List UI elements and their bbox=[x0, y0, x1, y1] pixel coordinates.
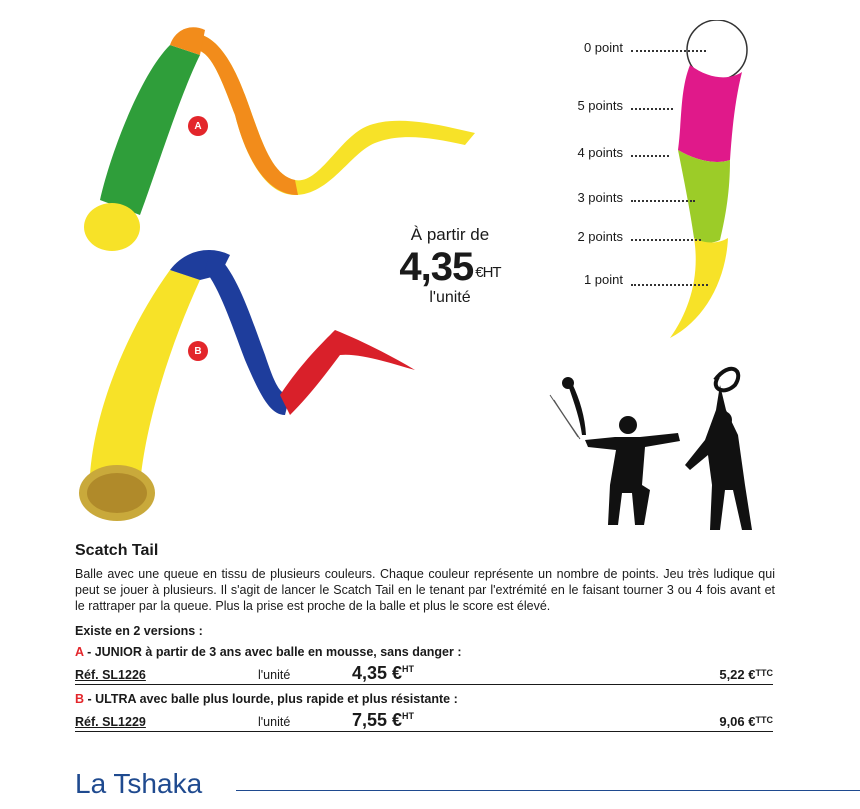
version-a-ref-row bbox=[75, 664, 773, 685]
point-label-5: 5 points bbox=[577, 98, 623, 113]
badge-a: A bbox=[188, 116, 208, 136]
badge-b: B bbox=[188, 341, 208, 361]
version-b-ref-row bbox=[75, 711, 773, 732]
point-leader-4 bbox=[631, 155, 669, 157]
price-currency: €HT bbox=[475, 264, 501, 281]
product-a-image bbox=[70, 15, 490, 255]
version-b-price-ttc: 9,06 €$^{TTC}$ bbox=[719, 714, 773, 729]
version-b-letter: B bbox=[75, 692, 85, 706]
point-leader-3 bbox=[631, 200, 695, 202]
points-scale-image bbox=[650, 20, 760, 345]
version-a-unit: l'unité bbox=[258, 668, 291, 682]
version-a-ref: Réf. SL1226 bbox=[75, 668, 146, 682]
product-description: Balle avec une queue en tissu de plusieurs couleurs. Chaque couleur représente un nombre de points. Jeu très ludique qui peut se jouer à plusieurs. Il s'agit de lancer le Scatch Tail en le tenant par l'extrémité en le faisant tourner 3 ou 4 fois avant et le rattraper par la queue. Plus la prise est proche de la balle et plus le score est élevé. bbox=[75, 567, 775, 613]
price-from-label: À partir de bbox=[410, 225, 490, 244]
footer-title: La Tshaka bbox=[75, 768, 203, 799]
version-b-price-ht: 7,55 €$^{HT}$ bbox=[352, 710, 415, 730]
version-a-price-ht: 4,35 €$^{HT}$ bbox=[352, 663, 415, 683]
version-b-desc: - ULTRA avec balle plus lourde, plus rapide et plus résistante : bbox=[87, 692, 458, 706]
price-block bbox=[360, 225, 540, 307]
point-label-4: 4 points bbox=[577, 145, 623, 160]
footer-rule bbox=[236, 790, 860, 791]
version-b-unit: l'unité bbox=[258, 715, 291, 729]
product-title: Scatch Tail bbox=[75, 542, 159, 559]
point-leader-0 bbox=[631, 50, 706, 52]
version-a-price-ttc: 5,22 €$^{TTC}$ bbox=[719, 667, 773, 682]
point-label-2: 2 points bbox=[577, 229, 623, 244]
price-unit-label: l'unité bbox=[429, 289, 471, 306]
point-label-0: 0 point bbox=[583, 40, 623, 55]
point-leader-5 bbox=[631, 108, 673, 110]
version-b-ref: Réf. SL1229 bbox=[75, 715, 146, 729]
version-a-letter: A bbox=[75, 645, 84, 659]
version-b-line bbox=[75, 692, 458, 706]
versions-label: Existe en 2 versions : bbox=[75, 624, 203, 638]
price-main bbox=[360, 245, 540, 289]
point-label-1: 1 point bbox=[583, 272, 623, 287]
point-leader-2 bbox=[631, 239, 701, 241]
players-silhouette-image bbox=[540, 355, 780, 540]
point-label-3: 3 points bbox=[577, 190, 623, 205]
point-leader-1 bbox=[631, 284, 708, 286]
version-a-desc: - JUNIOR à partir de 3 ans avec balle en mousse, sans danger : bbox=[87, 645, 462, 659]
price-amount: 4,35 bbox=[399, 245, 474, 289]
version-a-line bbox=[75, 645, 462, 659]
